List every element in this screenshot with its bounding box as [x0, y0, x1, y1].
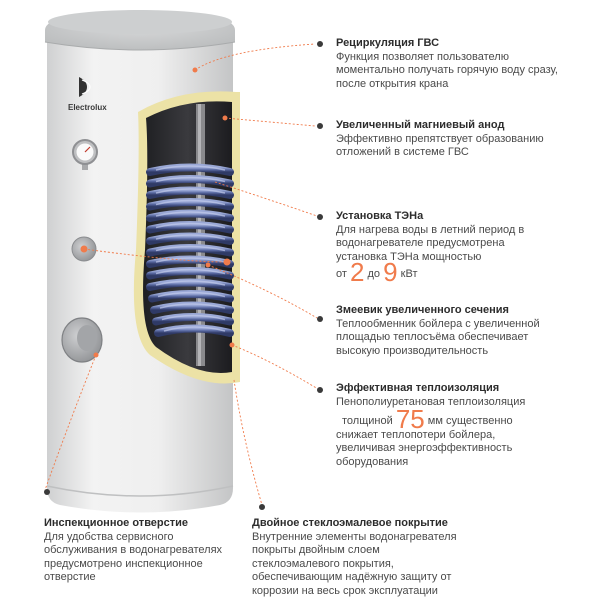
callout-dot: [317, 41, 323, 47]
feature-title: Двойное стеклоэмалевое покрытие: [252, 517, 448, 529]
tank-cutaway: [134, 91, 240, 383]
feature-insulation: [336, 382, 551, 470]
callout-dot: [44, 489, 50, 495]
feature-coil: [336, 304, 551, 358]
feature-title: Инспекционное отверстие: [44, 517, 189, 529]
feature-text: Пенополиуретановая теплоизоляция: [336, 395, 526, 408]
feature-title: Змеевик увеличенного сечения: [336, 304, 509, 316]
feature-text: Внутренние элементы водонагревателя покрыты двойным слоем стеклоэмалевого покрытия, обеспечивающим надёжную защиту от коррозии на весь срок эксплуатации: [252, 530, 457, 597]
feature-text: Для удобства сервисного обслуживания в водонагревателях предусмотрено инспекционное отверстие: [44, 530, 223, 584]
feature-title: Увеличенный магниевый анод: [336, 119, 505, 131]
callout-dot: [259, 504, 265, 510]
feature-recirculation: [336, 37, 566, 91]
feature-text: Функция позволяет пользователю моментально получать горячую воду сразу, после открытия крана: [336, 50, 558, 90]
callout-dot: [317, 316, 323, 322]
callout-dot: [317, 387, 323, 393]
feature-text-continued: снижает теплопотери бойлера, увеличивая энергоэффективность оборудования: [336, 428, 513, 468]
feature-title: Эффективная теплоизоляция: [336, 382, 500, 394]
feature-enamel: [252, 517, 457, 599]
tank-lid: [45, 10, 235, 50]
callout-dot: [317, 214, 323, 220]
power-range: от 2 до 9 кВт: [336, 257, 418, 288]
feature-anode: [336, 119, 561, 160]
insulation-thickness: толщиной 75 мм существенно: [342, 404, 513, 435]
feature-text: Для нагрева воды в летний период в водонагревателе предусмотрена установка ТЭНа мощностью: [336, 223, 525, 263]
feature-inspection: [44, 517, 244, 585]
feature-title: Установка ТЭНа: [336, 210, 424, 222]
feature-title: Рециркуляция ГВС: [336, 37, 440, 49]
feature-text: Теплообменник бойлера с увеличенной площадью теплосъёма обеспечивает высокую производительность: [336, 317, 540, 357]
svg-text:Electrolux: Electrolux: [68, 103, 107, 112]
feature-text: Эффективно препятствует образованию отложений в системе ГВС: [336, 132, 544, 159]
feature-heating-element: [336, 210, 536, 288]
callout-dot: [317, 123, 323, 129]
